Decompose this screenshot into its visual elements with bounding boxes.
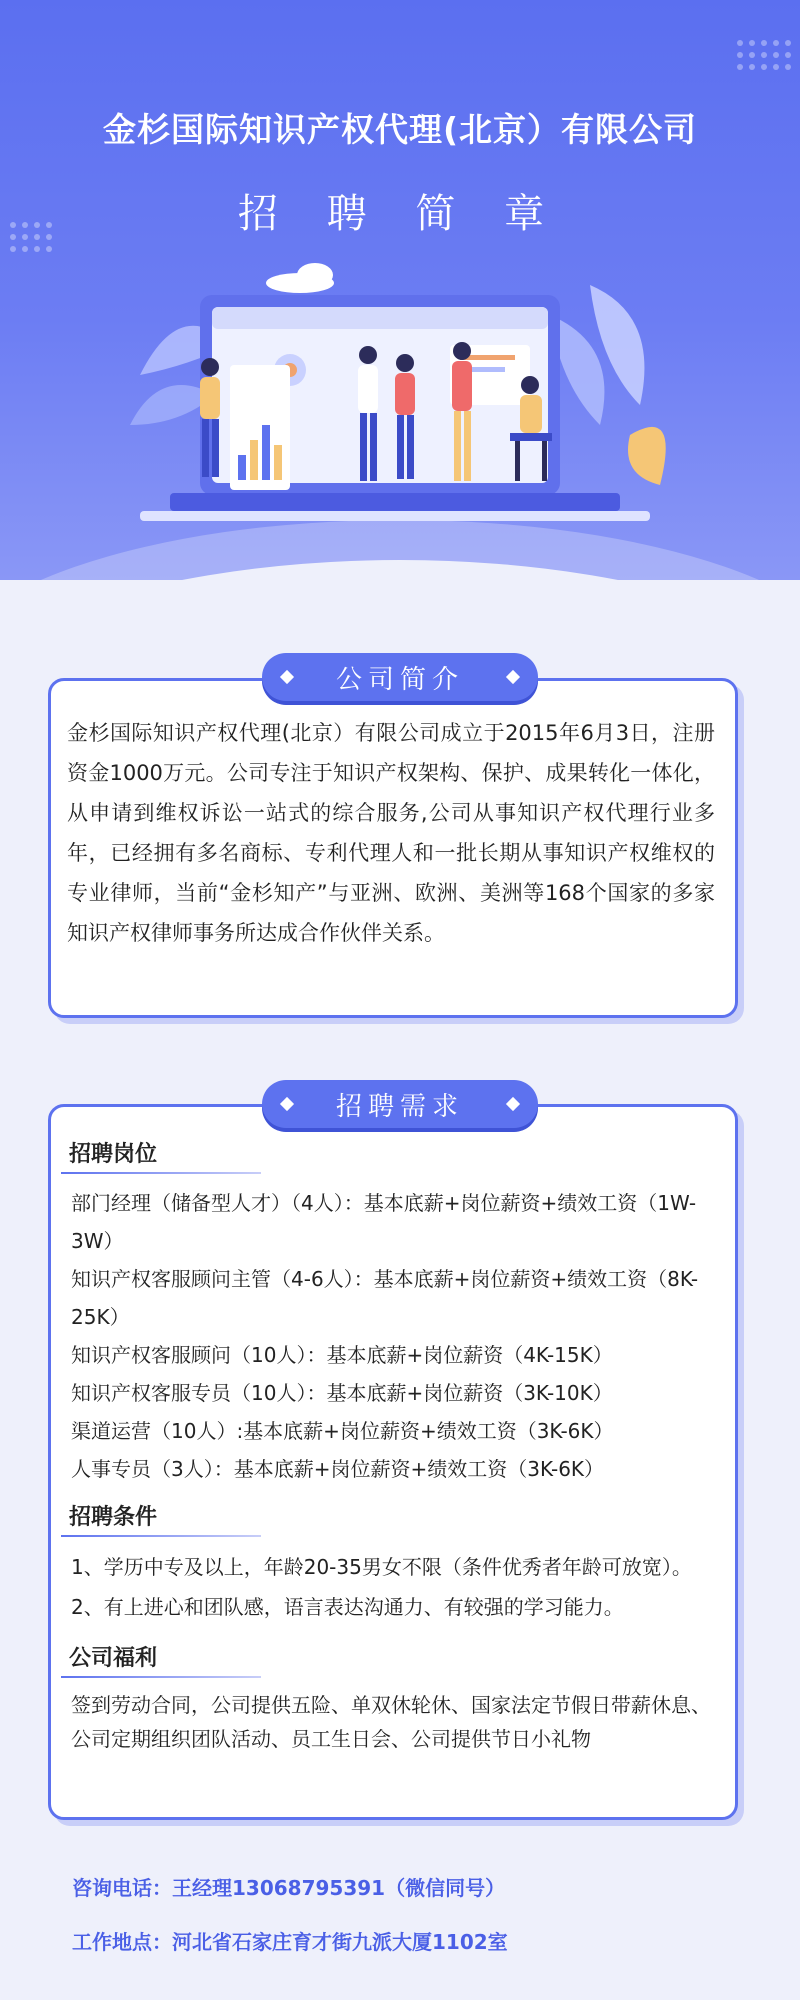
conditions-list <box>51 1547 735 1627</box>
conditions-title: 招聘条件 <box>61 1500 269 1537</box>
list-item: 知识产权客服专员（10人）：基本底薪+岗位薪资（3K-10K） <box>71 1381 613 1405</box>
benefits-title: 公司福利 <box>61 1641 269 1678</box>
section-heading-recruit: 招聘需求 <box>262 1080 538 1128</box>
positions-list <box>51 1184 735 1488</box>
page-title: 招 聘 简 章 <box>237 191 563 237</box>
work-address: 工作地点：河北省石家庄育才街九派大厦1102室 <box>72 1930 508 1954</box>
benefits-text: 签到劳动合同，公司提供五险、单双休轮休、国家法定节假日带薪休息、公司定期组织团队活动、员工生日会、公司提供节日小礼物 <box>71 1693 711 1751</box>
list-item: 2、有上进心和团队感，语言表达沟通力、有较强的学习能力。 <box>71 1595 624 1619</box>
list-item: 渠道运营（10人）:基本底薪+岗位薪资+绩效工资（3K-6K） <box>71 1419 614 1443</box>
hero-banner <box>0 0 800 580</box>
team-illustration-icon <box>120 255 680 555</box>
list-item: 部门经理（储备型人才）（4人）：基本底薪+岗位薪资+绩效工资（1W-3W） <box>71 1191 697 1253</box>
dot-pattern-icon <box>735 38 795 78</box>
list-item: 1、学历中专及以上，年龄20-35男女不限（条件优秀者年龄可放宽）。 <box>71 1555 692 1579</box>
section-heading-intro: 公司简介 <box>262 653 538 701</box>
intro-card <box>48 678 738 1018</box>
recruit-card <box>48 1104 738 1820</box>
list-item: 知识产权客服顾问（10人）：基本底薪+岗位薪资（4K-15K） <box>71 1343 613 1367</box>
list-item: 知识产权客服顾问主管（4-6人）：基本底薪+岗位薪资+绩效工资（8K-25K） <box>71 1267 699 1329</box>
company-name: 金杉国际知识产权代理(北京）有限公司 <box>102 110 698 149</box>
contact-phone: 咨询电话：王经理13068795391（微信同号） <box>72 1876 506 1900</box>
list-item: 人事专员（3人）：基本底薪+岗位薪资+绩效工资（3K-6K） <box>71 1457 605 1481</box>
positions-title: 招聘岗位 <box>61 1137 269 1174</box>
intro-text: 金杉国际知识产权代理(北京）有限公司成立于2015年6月3日，注册资金1000万元。公司专注于知识产权架构、保护、成果转化一体化，从申请到维权诉讼一站式的综合服务,公司从事知识产权代理行业多年，已经拥有多名商标、专利代理人和一批长期从事知识产权维权的专业律师，当前“金杉知产”与亚洲、欧洲、美洲等168个国家的多家知识产权律师事务所达成合作伙伴关系。 <box>67 721 715 945</box>
